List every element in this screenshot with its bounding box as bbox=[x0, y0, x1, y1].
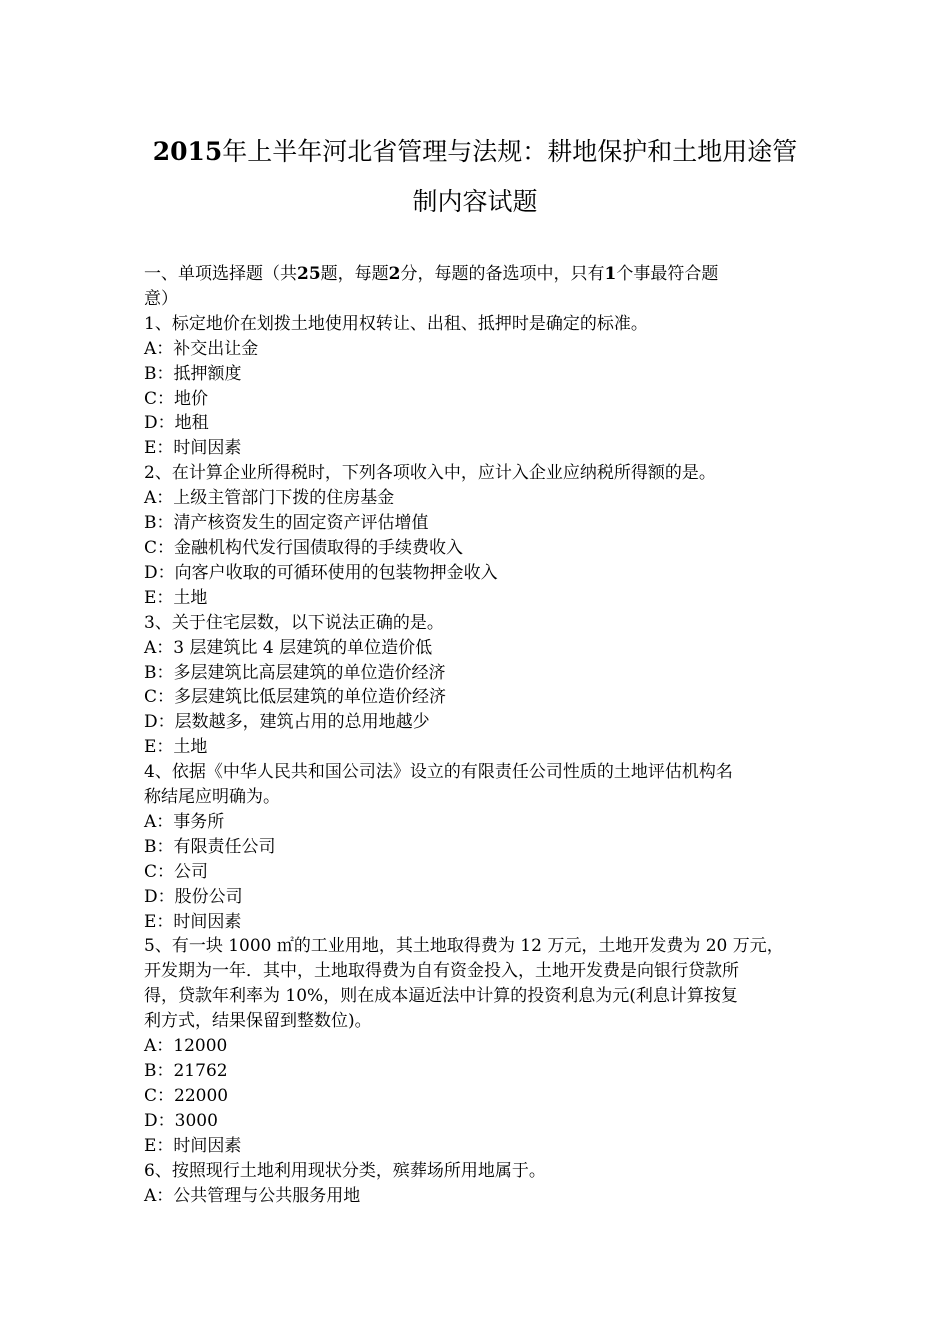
question-2 bbox=[144, 461, 809, 610]
option-e: E：时间因素 bbox=[144, 911, 242, 932]
option-d: D：3000 bbox=[144, 1110, 218, 1131]
option-d: D：股份公司 bbox=[144, 886, 243, 907]
option-b: B：抵押额度 bbox=[144, 363, 242, 384]
document-body bbox=[144, 262, 809, 1208]
question-stem: 2、在计算企业所得税时，下列各项收入中，应计入企业应纳税所得额的是。 bbox=[144, 463, 716, 484]
option-b: B：有限责任公司 bbox=[144, 836, 276, 857]
question-stem-line-3: 得，贷款年利率为 10%，则在成本逼近法中计算的投资利息为元(利息计算按复 bbox=[144, 986, 738, 1007]
option-d: D：层数越多，建筑占用的总用地越少 bbox=[144, 712, 430, 733]
question-stem: 3、关于住宅层数，以下说法正确的是。 bbox=[144, 612, 444, 633]
title-text: 年上半年河北省管理与法规：耕地保护和土地用途管 bbox=[222, 137, 798, 166]
option-d: D：向客户收取的可循环使用的包装物押金收入 bbox=[144, 562, 498, 583]
option-b: B：清产核资发生的固定资产评估增值 bbox=[144, 513, 429, 534]
question-stem: 1、标定地价在划拨土地使用权转让、出租、抵押时是确定的标准。 bbox=[144, 313, 648, 334]
option-a: A：12000 bbox=[144, 1036, 228, 1057]
correct-count: 1 bbox=[604, 264, 617, 284]
option-b: B：多层建筑比高层建筑的单位造价经济 bbox=[144, 662, 446, 683]
question-1 bbox=[144, 312, 809, 461]
points-per-question: 2 bbox=[388, 264, 401, 284]
option-c: C：地价 bbox=[144, 388, 209, 409]
question-count: 25 bbox=[297, 264, 321, 284]
option-b: B：21762 bbox=[144, 1061, 228, 1081]
question-3 bbox=[144, 611, 809, 760]
option-c: C：多层建筑比低层建筑的单位造价经济 bbox=[144, 687, 447, 708]
question-5 bbox=[144, 934, 809, 1158]
option-a: A：事务所 bbox=[144, 811, 225, 832]
document-title-line-2: 制内容试题 bbox=[412, 187, 538, 216]
option-c: C：公司 bbox=[144, 861, 209, 882]
option-d: D：地租 bbox=[144, 413, 209, 434]
option-a: A：3 层建筑比 4 层建筑的单位造价低 bbox=[144, 637, 433, 658]
question-stem-line-1: 4、依据《中华人民共和国公司法》设立的有限责任公司性质的土地评估机构名 bbox=[144, 762, 733, 783]
question-stem-line-1: 5、有一块 1000 ㎡的工业用地，其土地取得费为 12 万元，土地开发费为 20 万元， bbox=[144, 936, 784, 957]
option-e: E：时间因素 bbox=[144, 1135, 242, 1156]
title-year: 2015 bbox=[152, 137, 223, 166]
question-stem-line-2: 开发期为一年．其中，土地取得费为自有资金投入，土地开发费是向银行贷款所 bbox=[144, 961, 739, 982]
question-stem-line-4: 利方式，结果保留到整数位)。 bbox=[144, 1011, 372, 1032]
option-c: C：金融机构代发行国债取得的手续费收入 bbox=[144, 537, 464, 558]
question-stem-line-2: 称结尾应明确为。 bbox=[144, 787, 280, 808]
option-e: E：土地 bbox=[144, 587, 208, 608]
document-title-line-1 bbox=[120, 136, 830, 168]
option-e: E：土地 bbox=[144, 737, 208, 758]
section-heading bbox=[144, 262, 809, 312]
option-a: A：上级主管部门下拨的住房基金 bbox=[144, 488, 395, 509]
option-a: A：补交出让金 bbox=[144, 338, 259, 359]
question-6 bbox=[144, 1159, 809, 1209]
section-heading-line-1: 一、单项选择题（共25题，每题2分，每题的备选项中，只有1个事最符合题 bbox=[144, 264, 719, 284]
section-heading-line-2: 意） bbox=[144, 288, 178, 309]
question-4 bbox=[144, 760, 809, 934]
question-stem: 6、按照现行土地利用现状分类，殡葬场所用地属于。 bbox=[144, 1160, 546, 1181]
option-c: C：22000 bbox=[144, 1085, 229, 1106]
option-a: A：公共管理与公共服务用地 bbox=[144, 1185, 361, 1206]
option-e: E：时间因素 bbox=[144, 438, 242, 459]
